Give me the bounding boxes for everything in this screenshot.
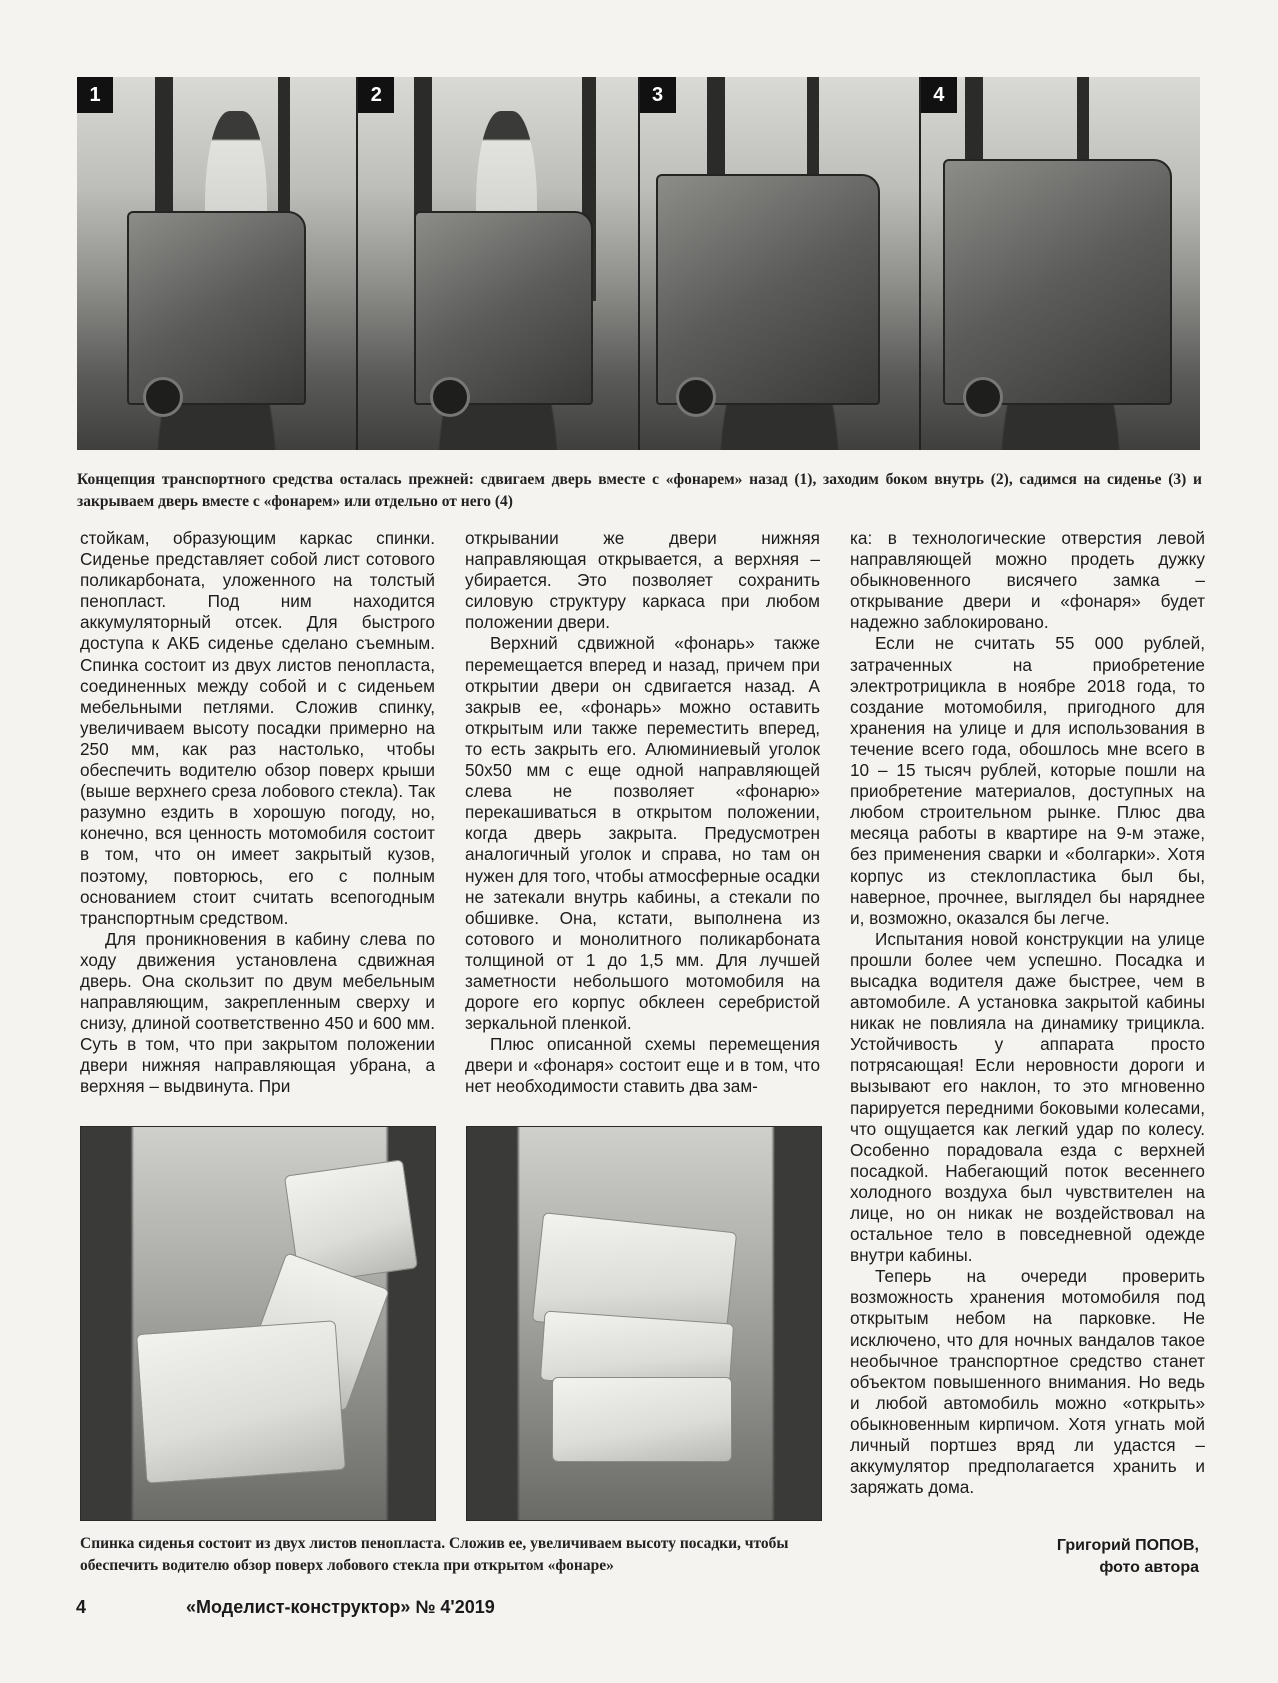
photo-credit: фото автора	[1099, 1559, 1199, 1576]
top-caption: Концепция транспортного средства осталась прежней: сдвигаем дверь вместе с «фонарем» назад (1), заходим боком внутрь (2), садимся на сиденье (3) и закрываем дверь вместе с «фонарем» или отдельно от него (4)	[77, 471, 1202, 510]
photo-2	[358, 77, 637, 450]
column-3	[850, 528, 1205, 1498]
column-2	[465, 528, 820, 1098]
photo-number: 1	[77, 77, 113, 113]
seat-cushion	[136, 1320, 346, 1484]
vehicle-figure	[414, 211, 593, 405]
vehicle-figure	[943, 159, 1172, 405]
column-1	[80, 528, 435, 1098]
photo-1	[77, 77, 356, 450]
vehicle-figure	[127, 211, 306, 405]
photo-number: 4	[921, 77, 957, 113]
paragraph: Теперь на очереди проверить возможность хранения мотомобиля под открытым небом на парковке. Не исключено, что для ночных вандалов такое необычное транспортное средство станет объектом повышенного внимания. Но ведь и любой автомобиль можно «открыть» обыкновенным кирпичом. Хотя угнать мой личный портшез вряд ли удастся – аккумулятор предполагается хранить и заряжать дома.	[850, 1266, 1205, 1498]
paragraph: Верхний сдвижной «фонарь» также перемещается вперед и назад, причем при открытии двери он сдвигается назад. А закрыв ее, «фонарь» можно оставить открытым или также переместить вперед, то есть закрыть его. Алюминиевый уголок 50х50 мм с еще одной направляющей слева не позволяет «фонарю» перекашиваться в открытом положении, когда дверь закрыта. Предусмотрен аналогичный уголок и справа, но там он нужен для того, чтобы атмосферные осадки не затекали внутрь кабины, а стекали по обшивке. Она, кстати, выполнена из сотового и монолитного поликарбоната толщиной от 1 до 1,5 мм. Для лучшей заметности небольшого мотомобиля на дороге его корпус обклеен серебристой зеркальной пленкой.	[465, 633, 820, 1034]
paragraph: ка: в технологические отверстия левой направляющей можно продеть дужку обыкновенного висячего замка – открывание двери и «фонаря» будет надежно заблокировано.	[850, 528, 1205, 633]
author-block	[1057, 1535, 1199, 1579]
page-footer	[76, 1597, 495, 1618]
paragraph: Плюс описанной схемы перемещения двери и «фонаря» состоит еще и в том, что нет необходимости ставить два зам-	[465, 1034, 820, 1097]
photo-4	[921, 77, 1200, 450]
photo-number: 3	[640, 77, 676, 113]
vehicle-figure	[656, 174, 879, 405]
seat-cushion	[552, 1377, 732, 1462]
paragraph: Испытания новой конструкции на улице прошли более чем успешно. Посадка и высадка водителя даже быстрее, чем в автомобиле. А установка закрытой кабины никак не повлияла на динамику трицикла. Устойчивость у аппарата просто потрясающая! Если неровности дороги и вызывают его наклон, то это мгновенно парируется передними боковыми колесами, что ощущается как легкий удар по колесу. Особенно порадовала езда с верхней посадкой. Набегающий поток весеннего холодного воздуха был чувствителен на лице, но он никак не воздействовал на остальное тело в повседневной одежде внутри кабины.	[850, 928, 1205, 1266]
paragraph: Для проникновения в кабину слева по ходу движения установлена сдвижная дверь. Она скользит по двум мебельным направляющим, закрепленным сверху и снизу, длиной соответственно 450 и 600 мм. Суть в том, что при закрытом положении двери нижняя направляющая убрана, а верхняя – выдвинута. При	[80, 928, 435, 1097]
paragraph: стойкам, образующим каркас спинки. Сиденье представляет собой лист сотового поликарбоната, уложенного на толстый пенопласт. Под ним находится аккумуляторный отсек. Для быстрого доступа к АКБ сиденье сделано съемным. Спинка состоит из двух листов пенопласта, соединенных между собой и с сиденьем мебельными петлями. Сложив спинку, увеличиваем высоту посадки примерно на 250 мм, как раз настолько, чтобы обеспечить водителю обзор поверх крыши (выше верхнего среза лобового стекла). Так разумно ездить в хорошую погоду, но, конечно, вся ценность мотомобиля состоит в том, что он имеет закрытый кузов, поэтому, повторюсь, его с полным основанием стоит считать всепогодным транспортным средством.	[80, 528, 435, 928]
page-number: 4	[76, 1597, 87, 1617]
photo-3	[640, 77, 919, 450]
photo-strip	[77, 77, 1200, 450]
bottom-caption: Спинка сиденья состоит из двух листов пенопласта. Сложив ее, увеличиваем высоту посадки, чтобы обеспечить водителю обзор поверх лобового стекла при открытом «фонаре»	[80, 1535, 789, 1574]
seat-photo-unfolded	[80, 1126, 436, 1521]
photo-number: 2	[358, 77, 394, 113]
magazine-title: «Моделист-конструктор» № 4'2019	[186, 1597, 495, 1617]
paragraph: Если не считать 55 000 рублей, затраченных на приобретение электротрицикла в ноябре 2018 года, то создание мотомобиля, пригодного для хранения на улице и для использования в течение всего года, обошлось мне всего в 10 – 15 тысяч рублей, которые пошли на приобретение материалов, доступных на любом строительном рынке. Плюс два месяца работы в квартире на 9-м этаже, без применения сварки и «болгарки». Хотя корпус из стеклопластика был бы, наверное, прочнее, выглядел бы наряднее и, возможно, оказался бы легче.	[850, 633, 1205, 928]
seat-photo-folded	[466, 1126, 822, 1521]
author-name: Григорий ПОПОВ,	[1056, 1537, 1199, 1554]
paragraph: открывании же двери нижняя направляющая открывается, а верхняя – убирается. Это позволяет сохранить силовую структуру каркаса при любом положении двери.	[465, 528, 820, 633]
